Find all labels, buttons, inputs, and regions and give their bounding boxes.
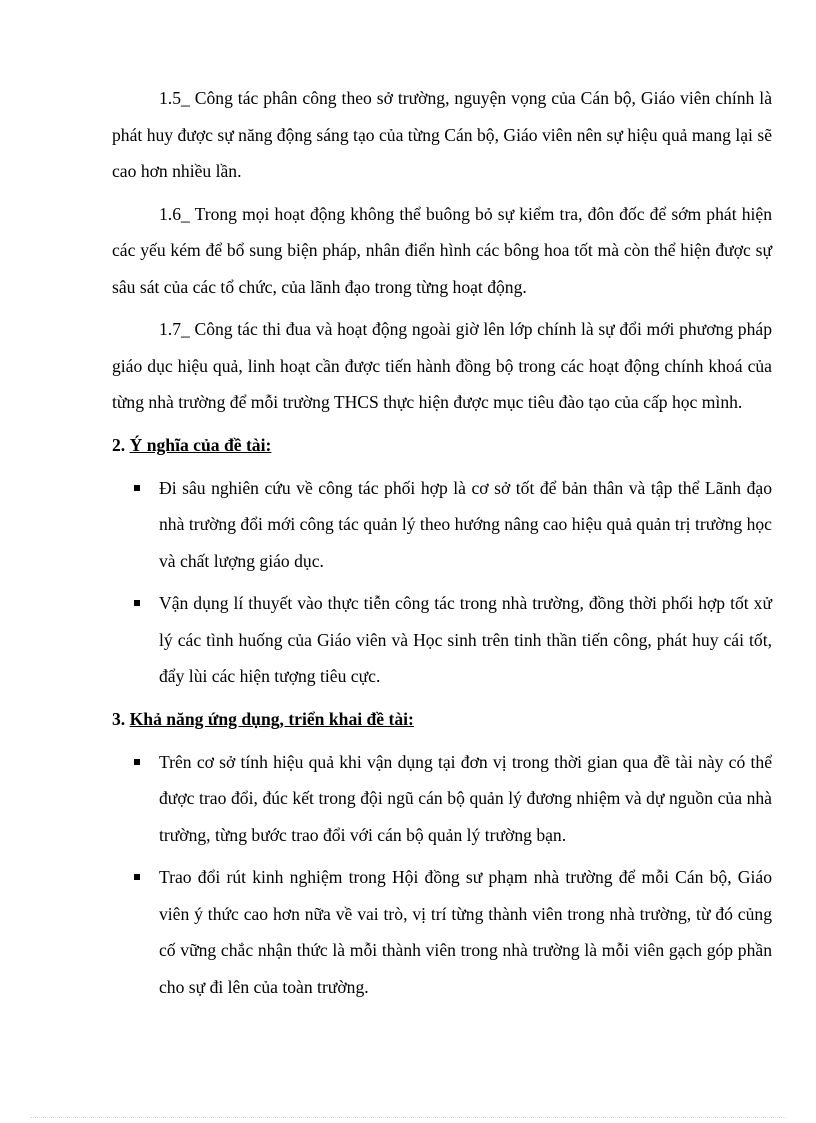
section-2-title: Ý nghĩa của đề tài: [129,434,272,455]
square-bullet-icon [134,759,140,765]
document-body [112,80,772,1011]
square-bullet-icon [134,485,140,491]
list-item-text: Trên cơ sở tính hiệu quả khi vận dụng tại đơn vị trong thời gian qua đề tài này có thể được trao đổi, đúc kết trong đội ngũ cán bộ quản lý đương nhiệm và dự nguồn của nhà trường, từng bước trao đổi với cán bộ quản lý trường bạn. [159,751,772,845]
section-2-list [112,470,772,695]
square-bullet-icon [134,874,140,880]
section-2-heading [112,427,772,463]
square-bullet-icon [134,600,140,606]
list-item-text: Đi sâu nghiên cứu về công tác phối hợp là cơ sở tốt để bản thân và tập thể Lãnh đạo nhà trường đổi mới công tác quản lý theo hướng nâng cao hiệu quả quản trị trường học và chất lượng giáo dục. [159,477,772,571]
section-3-heading [112,701,772,737]
list-item-text: Trao đổi rút kinh nghiệm trong Hội đồng sư phạm nhà trường để mỗi Cán bộ, Giáo viên ý thức cao hơn nữa về vai trò, vị trí từng thành viên trong nhà trường, từ đó củng cố vững chắc nhận thức là mỗi thành viên trong nhà trường là mỗi viên gạch góp phần cho sự đi lên của toàn trường. [159,867,772,997]
list-item [112,744,772,854]
section-3-title: Khả năng ứng dụng, triển khai đề tài: [129,708,414,729]
paragraph-1-6: 1.6_ Trong mọi hoạt động không thể buông bỏ sự kiểm tra, đôn đốc để sớm phát hiện các yếu kém để bổ sung biện pháp, nhân điển hình các bông hoa tốt mà còn thể hiện được sự sâu sát của các tổ chức, của lãnh đạo trong từng hoạt động. [112,203,772,297]
section-2-number: 2. [112,434,126,455]
list-item [112,470,772,580]
section-3-list [112,744,772,1006]
list-item-text: Vận dụng lí thuyết vào thực tiễn công tác trong nhà trường, đồng thời phối hợp tốt xử lý các tình huống của Giáo viên và Học sinh trên tinh thần tiến công, phát huy cái tốt, đẩy lùi các hiện tượng tiêu cực. [159,593,772,686]
section-3-number: 3. [112,708,126,729]
paragraph-1-7: 1.7_ Công tác thi đua và hoạt động ngoài giờ lên lớp chính là sự đổi mới phương pháp giáo dục hiệu quả, linh hoạt cần được tiến hành đồng bộ trong các hoạt động chính khoá của từng nhà trường để mỗi trường THCS thực hiện được mục tiêu đào tạo của cấp học mình. [112,319,772,412]
page-bottom-divider [30,1117,786,1118]
paragraph-1-5: 1.5_ Công tác phân công theo sở trường, nguyện vọng của Cán bộ, Giáo viên chính là phát huy được sự năng động sáng tạo của từng Cán bộ, Giáo viên nên sự hiệu quả mang lại sẽ cao hơn nhiều lần. [112,88,772,181]
list-item [112,859,772,1005]
list-item [112,585,772,695]
